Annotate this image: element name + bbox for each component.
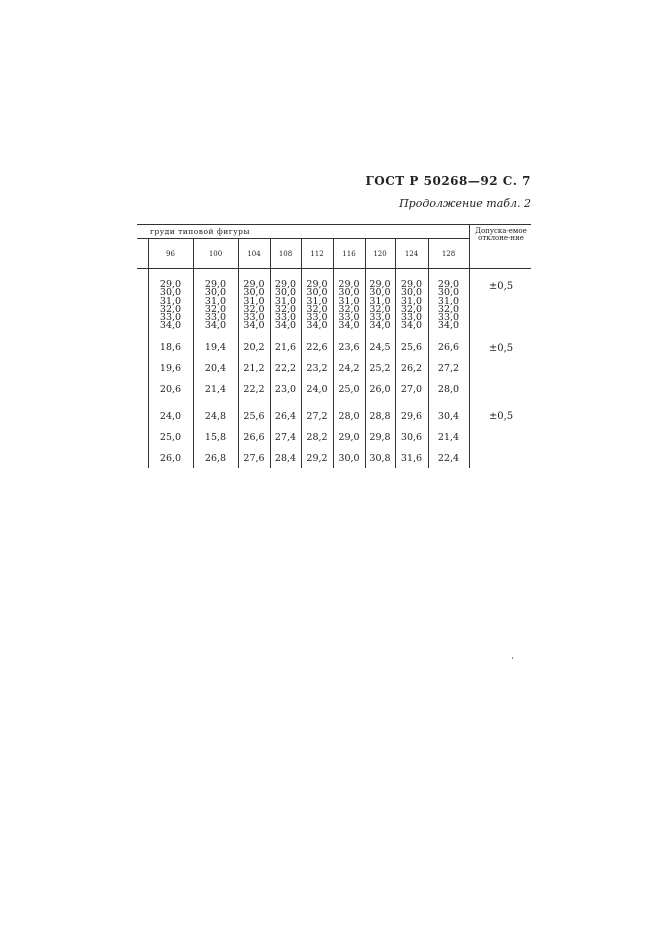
table-cell: 19,4: [204, 342, 227, 353]
table-cell: 25,0: [159, 432, 182, 443]
table-continuation-label: Продолжение табл. 2: [399, 197, 531, 210]
table-cell: 27,6: [243, 453, 265, 464]
table-cell: 21,4: [204, 384, 227, 395]
table-cell: 20,2: [243, 342, 265, 353]
table-cell: 30,0: [338, 453, 360, 464]
table-cell: 20,6: [159, 384, 182, 395]
table-cell: 31,6: [400, 453, 423, 464]
table-cell: 30,6: [400, 432, 423, 443]
table-cell: 28,2: [306, 432, 328, 443]
table-cell: 29,2: [306, 453, 328, 464]
table-cell: 29,0 30,0 31,0 32,0 33,0 34,0: [159, 279, 182, 332]
table-cell: 23,6: [338, 342, 360, 353]
deviation-header: Допуска-емое отклоне-ние: [475, 227, 527, 242]
table-cell: 25,6: [400, 342, 423, 353]
table-cell: 26,6: [243, 432, 265, 443]
table-cell: 25,2: [369, 363, 391, 374]
table-cell: 27,2: [437, 363, 460, 374]
table-cell: 23,2: [306, 363, 328, 374]
table-cell: 24,0: [306, 384, 328, 395]
document-id: ГОСТ Р 50268—92 С. 7: [365, 174, 531, 188]
column-header: 96: [166, 250, 175, 258]
table-cell: 28,8: [369, 411, 391, 422]
column-header: 128: [441, 250, 456, 258]
table-cell: 27,0: [400, 384, 423, 395]
table-cell: 24,8: [204, 411, 227, 422]
table-cell: 25,6: [243, 411, 265, 422]
column-header: 112: [310, 250, 324, 258]
table-cell: 25,0: [338, 384, 360, 395]
table-cell: 30,4: [437, 411, 460, 422]
table-cell: 29,0: [338, 432, 360, 443]
table-cell: 21,4: [437, 432, 460, 443]
table-cell: 15,8: [204, 432, 227, 443]
table-cell: 29,0 30,0 31,0 32,0 33,0 34,0: [243, 279, 265, 332]
table-cell: 24,5: [369, 342, 391, 353]
table-cell: 26,8: [204, 453, 227, 464]
table-cell: 29,0 30,0 31,0 32,0 33,0 34,0: [274, 279, 297, 332]
table-cell: 26,2: [400, 363, 423, 374]
table-cell: 28,4: [274, 453, 297, 464]
table-cell: 21,6: [274, 342, 297, 353]
group-header: груди типовой фигуры: [150, 227, 250, 236]
table-cell: 29,0 30,0 31,0 32,0 33,0 34,0: [437, 279, 460, 332]
column-header: 108: [278, 250, 293, 258]
tolerance-value: ±0,5: [488, 281, 514, 292]
tolerance-value: ±0,5: [488, 411, 514, 422]
table-cell: 26,0: [159, 453, 182, 464]
column-header: 120: [373, 250, 387, 258]
table-cell: 26,0: [369, 384, 391, 395]
header-bottom-rule: [137, 268, 531, 269]
table-cell: 28,0: [437, 384, 460, 395]
table-cell: 22,6: [306, 342, 328, 353]
table-cell: 29,0 30,0 31,0 32,0 33,0 34,0: [369, 279, 391, 332]
table-cell: 22,2: [243, 384, 265, 395]
table-cell: 26,6: [437, 342, 460, 353]
table-cell: 26,4: [274, 411, 297, 422]
table-cell: 29,0 30,0 31,0 32,0 33,0 34,0: [306, 279, 328, 332]
table-cell: 30,8: [369, 453, 391, 464]
column-divider: [469, 224, 470, 468]
column-header: 104: [247, 250, 261, 258]
table-cell: 22,2: [274, 363, 297, 374]
scan-speck: [512, 657, 513, 659]
table-cell: 29,6: [400, 411, 423, 422]
table-cell: 23,0: [274, 384, 297, 395]
tolerance-value: ±0,5: [488, 343, 514, 354]
table-cell: 29,0 30,0 31,0 32,0 33,0 34,0: [204, 279, 227, 332]
table-cell: 24,2: [338, 363, 360, 374]
column-header: 116: [342, 250, 356, 258]
table-cell: 18,6: [159, 342, 182, 353]
column-header: 124: [404, 250, 419, 258]
table-cell: 29,0 30,0 31,0 32,0 33,0 34,0: [338, 279, 360, 332]
table-top-rule: [137, 224, 531, 225]
subheader-rule: [137, 238, 469, 239]
table-cell: 20,4: [204, 363, 227, 374]
column-header: 100: [208, 250, 223, 258]
table-cell: 24,0: [159, 411, 182, 422]
table-cell: 29,8: [369, 432, 391, 443]
table-cell: 29,0 30,0 31,0 32,0 33,0 34,0: [400, 279, 423, 332]
table-cell: 21,2: [243, 363, 265, 374]
table-cell: 27,2: [306, 411, 328, 422]
table-cell: 27,4: [274, 432, 297, 443]
table-cell: 28,0: [338, 411, 360, 422]
table-cell: 19,6: [159, 363, 182, 374]
table-cell: 22,4: [437, 453, 460, 464]
